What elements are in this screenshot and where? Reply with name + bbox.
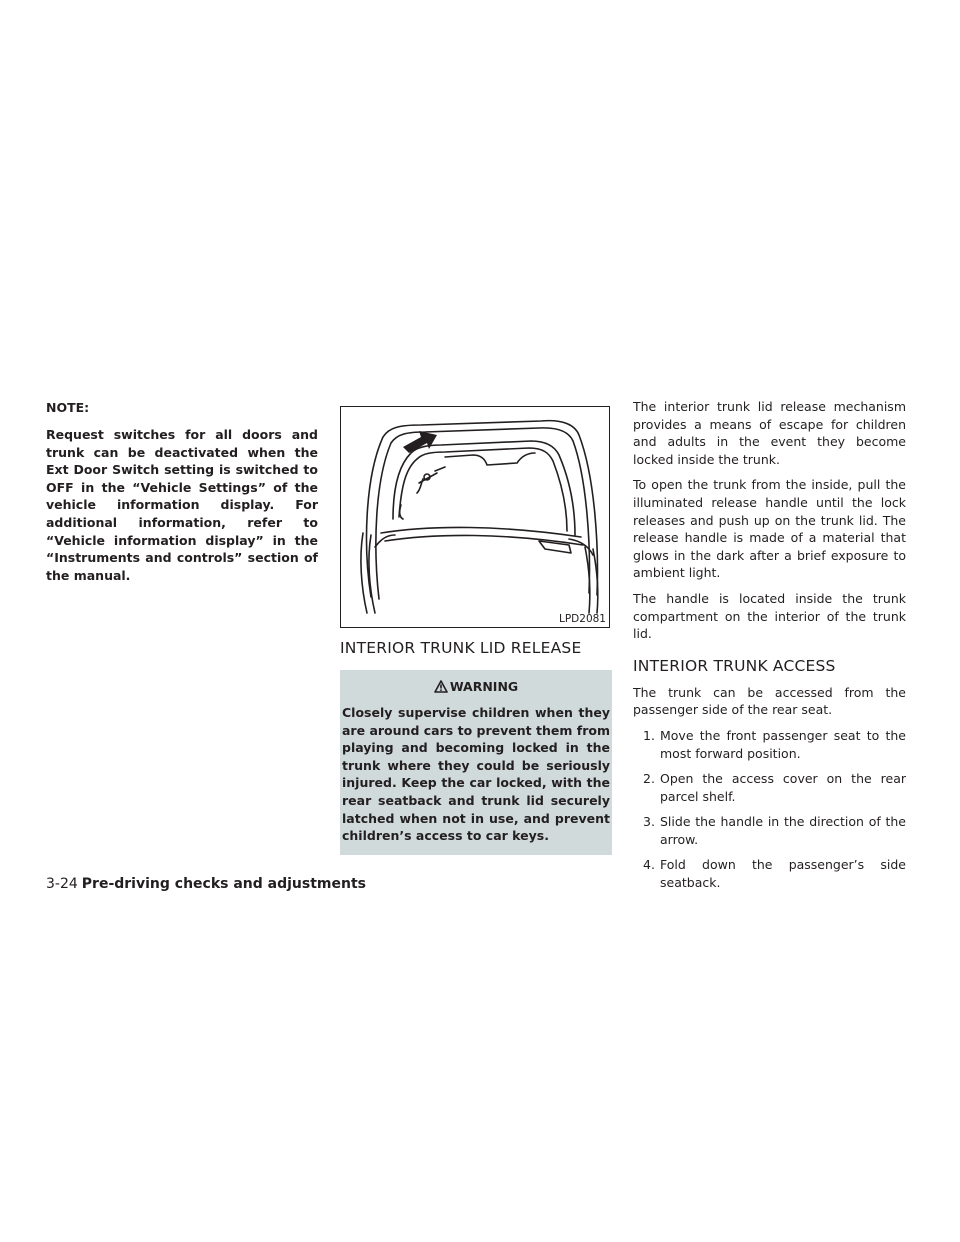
trunk-lid-interior-illustration — [341, 407, 611, 629]
step-number: 4. — [643, 857, 655, 873]
list-item — [633, 813, 906, 848]
warning-triangle-icon — [434, 680, 448, 693]
step-text: Open the access cover on the rear parcel shelf. — [660, 771, 906, 804]
trunk-access-intro: The trunk can be accessed from the passenger side of the rear seat. — [633, 684, 906, 718]
list-item — [633, 727, 906, 762]
step-text: Slide the handle in the direction of the arrow. — [660, 814, 906, 847]
paragraph: The interior trunk lid release mechanism provides a means of escape for children and adults in the event they become locked inside the trunk. — [633, 399, 906, 467]
note-body: Request switches for all doors and trunk can be deactivated when the Ext Door Switch setting is switched to OFF in the “Vehicle Settings” of the vehicle information display. For additional information, refer to “Vehicle information display” in the “Instruments and controls” section of the manual. — [46, 427, 318, 583]
section-heading-trunk-access: INTERIOR TRUNK ACCESS — [633, 656, 836, 675]
page-number: 3-24 — [46, 876, 78, 892]
step-number: 1. — [643, 727, 655, 743]
step-text: Move the front passenger seat to the most forward position. — [660, 727, 906, 761]
note-heading: NOTE: — [46, 400, 90, 415]
warning-title-text: WARNING — [449, 679, 519, 694]
paragraph: The handle is located inside the trunk compartment on the interior of the trunk lid. — [633, 590, 906, 642]
paragraph: To open the trunk from the inside, pull the illuminated release handle until the lock releases and push up on the trunk lid. The release handle is made of a material that glows in the dark after a brief exposure to ambient light. — [633, 477, 906, 581]
step-number: 2. — [643, 771, 655, 787]
trunk-lid-figure — [340, 406, 610, 628]
page-footer — [46, 876, 366, 892]
middle-column — [340, 398, 612, 855]
warning-text: Closely supervise children when they are around cars to prevent them from playing and becoming locked in the trunk where they could be seriously injured. Keep the car locked, with the rear seatback and trunk lid securely latched when not in use, and prevent children’s access to car keys. — [342, 705, 610, 844]
figure-code: LPD2081 — [559, 613, 606, 625]
step-text: Fold down the passenger’s side seatback. — [660, 857, 906, 891]
step-number: 3. — [643, 814, 655, 830]
list-item — [633, 856, 906, 891]
steps-list — [633, 727, 906, 892]
warning-title — [342, 679, 610, 694]
right-column — [633, 398, 906, 900]
warning-box — [340, 670, 612, 855]
section-heading-trunk-lid-release: INTERIOR TRUNK LID RELEASE — [340, 639, 582, 657]
left-column — [46, 398, 318, 584]
list-item — [633, 770, 906, 805]
chapter-title: Pre-driving checks and adjustments — [81, 876, 366, 892]
